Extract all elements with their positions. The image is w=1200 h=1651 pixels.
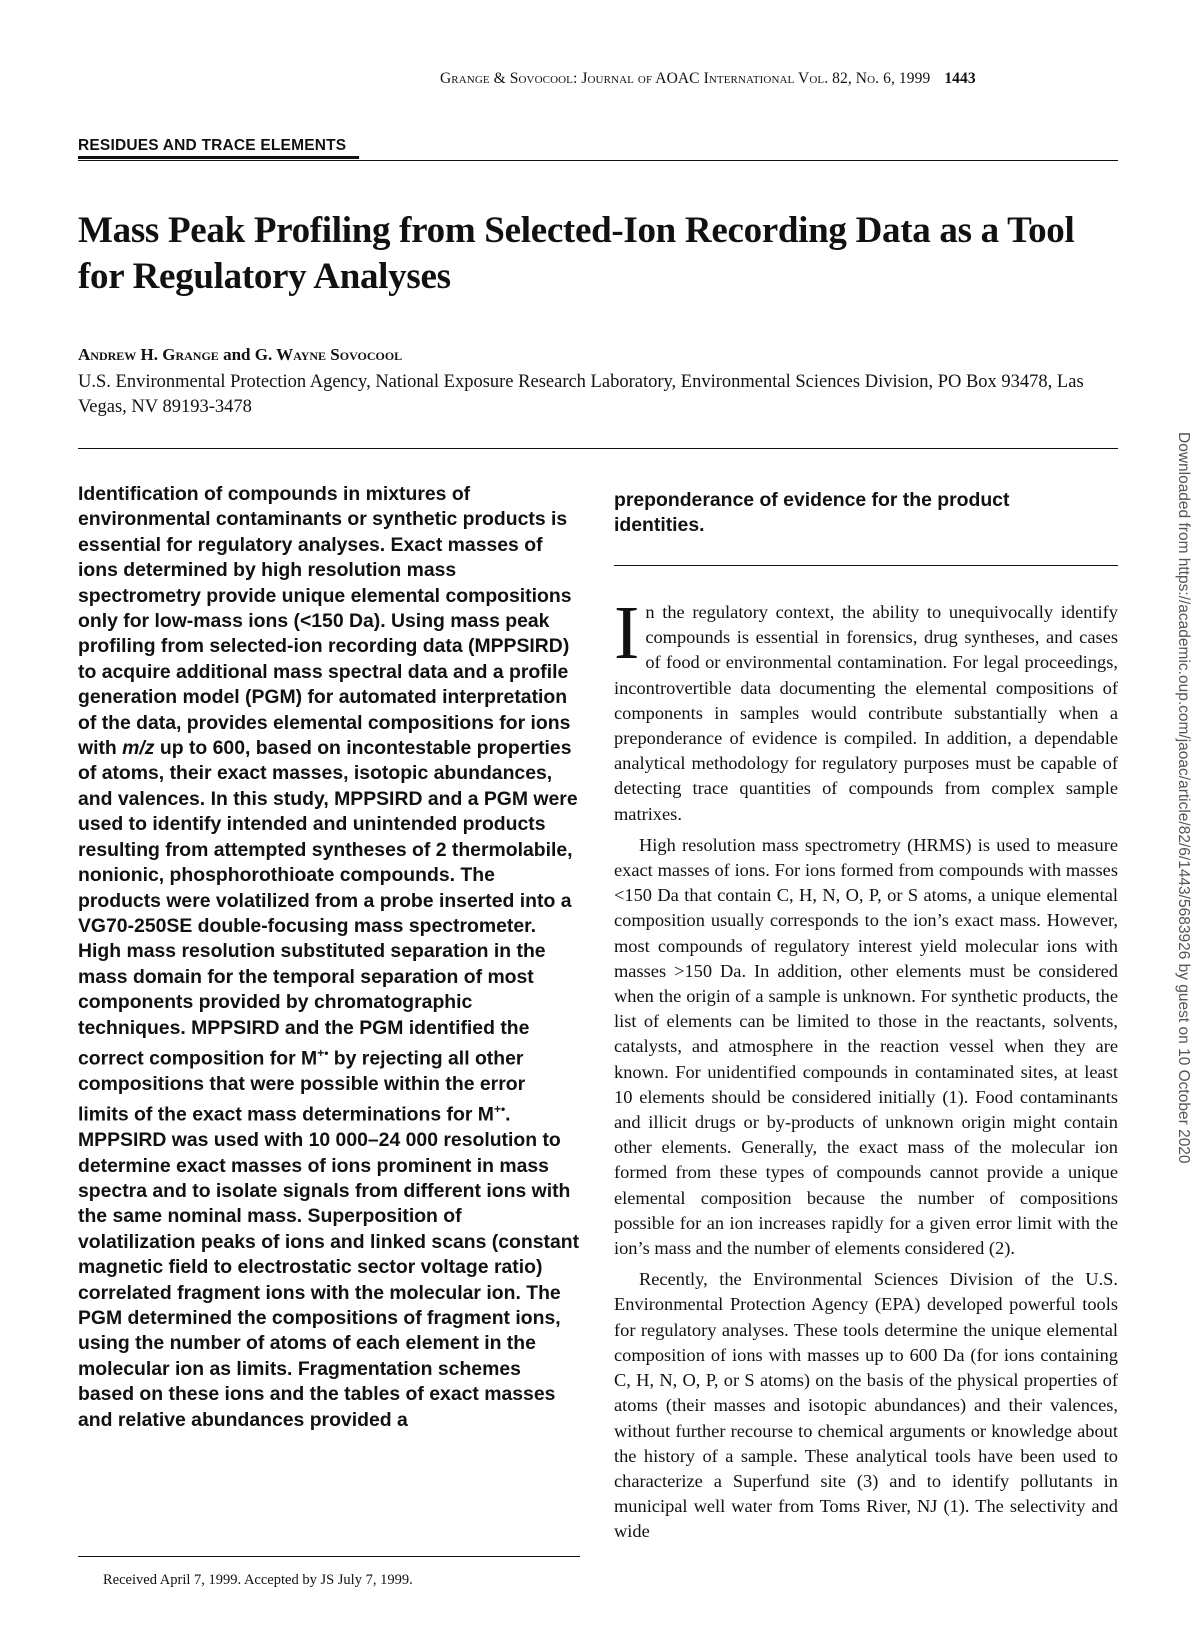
body-paragraph-2: High resolution mass spectrometry (HRMS) is used to measure exact masses of ions. For ions formed from compounds with masses <150 Da that contain C, H, N, O, P, or S atoms, a unique elemental composition usually corresponds to the ion’s exact mass. However, most compounds of regulatory interest yield molecular ions with masses >150 Da. In addition, other elements must be considered when the origin of a sample is unknown. For synthetic products, the list of elements can be limited to those in the reactants, solvents, catalysts, and atmosphere in the reaction vessel when they are known. For unidentified compounds in contaminated sites, at least 10 elements should be considered initially (1). Food contaminants and illicit drugs or by-products of unknown origin might contain other elements. Generally, the exact mass of the molecular ion formed from these types of compounds cannot provide a unique elemental composition because the number of compositions possible for an ion increases rapidly for a given error limit with the ion’s mass and the number of elements considered (2). <box>614 834 1118 1259</box>
body-paragraph-3: Recently, the Environmental Sciences Division of the U.S. Environmental Protection Agency (EPA) developed powerful tools for regulatory analyses. These tools determine the unique elemental composition of ions with masses up to 600 Da (for ions containing C, H, N, O, P, or S atoms) on the basis of the physical properties of atoms (their masses and isotopic abundances) and their valences, without further recourse to chemical arguments or knowledge about the history of a sample. These analytical tools have been used to characterize a Superfund site (3) and to identify pollutants in municipal well water from Toms River, NJ (1). The selectivity and wide <box>614 1269 1118 1542</box>
abstract-part-3: by rejecting all other compositions that were possible within the error limits of the exact mass determinations for M <box>78 1047 526 1126</box>
abstract-part-4: . MPPSIRD was used with 10 000–24 000 resolution to determine exact masses of ions prominent in mass spectra and to isolate signals from different ions with the same nominal mass. Superposition of volatilization peaks of ions and linked scans (constant magnetic field to electrostatic sector voltage ratio) correlated fragment ions with the molecular ion. The PGM determined the compositions of fragment ions, using the number of atoms of each element in the molecular ion as limits. Fragmentation schemes based on these ions and the tables of exact masses and relative abundances provided a <box>78 1103 580 1431</box>
body-text <box>614 591 1118 1545</box>
author-connector: and <box>223 345 251 364</box>
running-head <box>440 70 1120 88</box>
abstract-superscript-2: +• <box>493 1102 506 1117</box>
abstract-continued: preponderance of evidence for the product identities. <box>614 489 1010 537</box>
author-1: Andrew H. Grange <box>78 345 219 364</box>
received-footnote: Received April 7, 1999. Accepted by JS July 7, 1999. <box>103 1572 413 1588</box>
section-rule-thick <box>78 156 359 159</box>
drop-cap: I <box>614 591 640 675</box>
section-label: RESIDUES AND TRACE ELEMENTS <box>78 137 347 154</box>
authors <box>78 345 402 365</box>
affiliation: U.S. Environmental Protection Agency, National Exposure Research Laboratory, Environmental Sciences Division, PO Box 93478, Las Vegas, NV 89193-3478 <box>78 372 1084 417</box>
author-2: G. Wayne Sovocool <box>254 345 403 364</box>
section-rule-thin <box>78 160 1118 161</box>
header-divider <box>78 448 1118 449</box>
page-number: 1443 <box>944 70 976 87</box>
abstract-mz: m/z <box>122 737 155 760</box>
body-paragraph-1 <box>614 591 1118 827</box>
running-head-citation: Grange & Sovocool: Journal of AOAC International Vol. 82, No. 6, 1999 <box>440 70 931 87</box>
download-watermark: Downloaded from https://academic.oup.com/jaoac/article/82/6/1443/5683926 by guest on 10 October 2020 <box>1175 432 1192 1164</box>
footnote-rule <box>78 1556 580 1557</box>
abstract-part-1: Identification of compounds in mixtures of environmental contaminants or synthetic products is essential for regulatory analyses. Exact masses of ions determined by high resolution mass spectrometry provide unique elemental compositions only for low-mass ions (<150 Da). Using mass peak profiling from selected-ion recording data (MPPSIRD) to acquire additional mass spectral data and a profile generation model (PGM) for automated interpretation of the data, provides elemental compositions for ions with <box>78 483 572 760</box>
abstract-superscript-1: +• <box>317 1045 329 1060</box>
abstract <box>78 482 580 1433</box>
article-title: Mass Peak Profiling from Selected-Ion Recording Data as a Tool for Regulatory Analyses <box>78 210 1075 297</box>
body-paragraph-1-text: n the regulatory context, the ability to unequivocally identify compounds is essential in forensics, drug syntheses, and cases of food or environmental contamination. For legal proceedings, incontrovertible data documenting the elemental compositions of components in samples would contribute substantially when a preponderance of evidence is compiled. In addition, a dependable analytical methodology for regulatory purposes must be capable of detecting trace quantities of compounds from complex sample matrixes. <box>614 602 1118 824</box>
abstract-divider <box>614 565 1118 566</box>
abstract-part-2: up to 600, based on incontestable properties of atoms, their exact masses, isotopic abundances, and valences. In this study, MPPSIRD and a PGM were used to identify intended and unintended products resulting from attempted syntheses of 2 thermolabile, nonionic, phosphorothioate compounds. The products were volatilized from a probe inserted into a VG70-250SE double-focusing mass spectrometer. High mass resolution substituted separation in the mass domain for the temporal separation of most components provided by chromatographic techniques. MPPSIRD and the PGM identified the correct composition for M <box>78 737 578 1070</box>
